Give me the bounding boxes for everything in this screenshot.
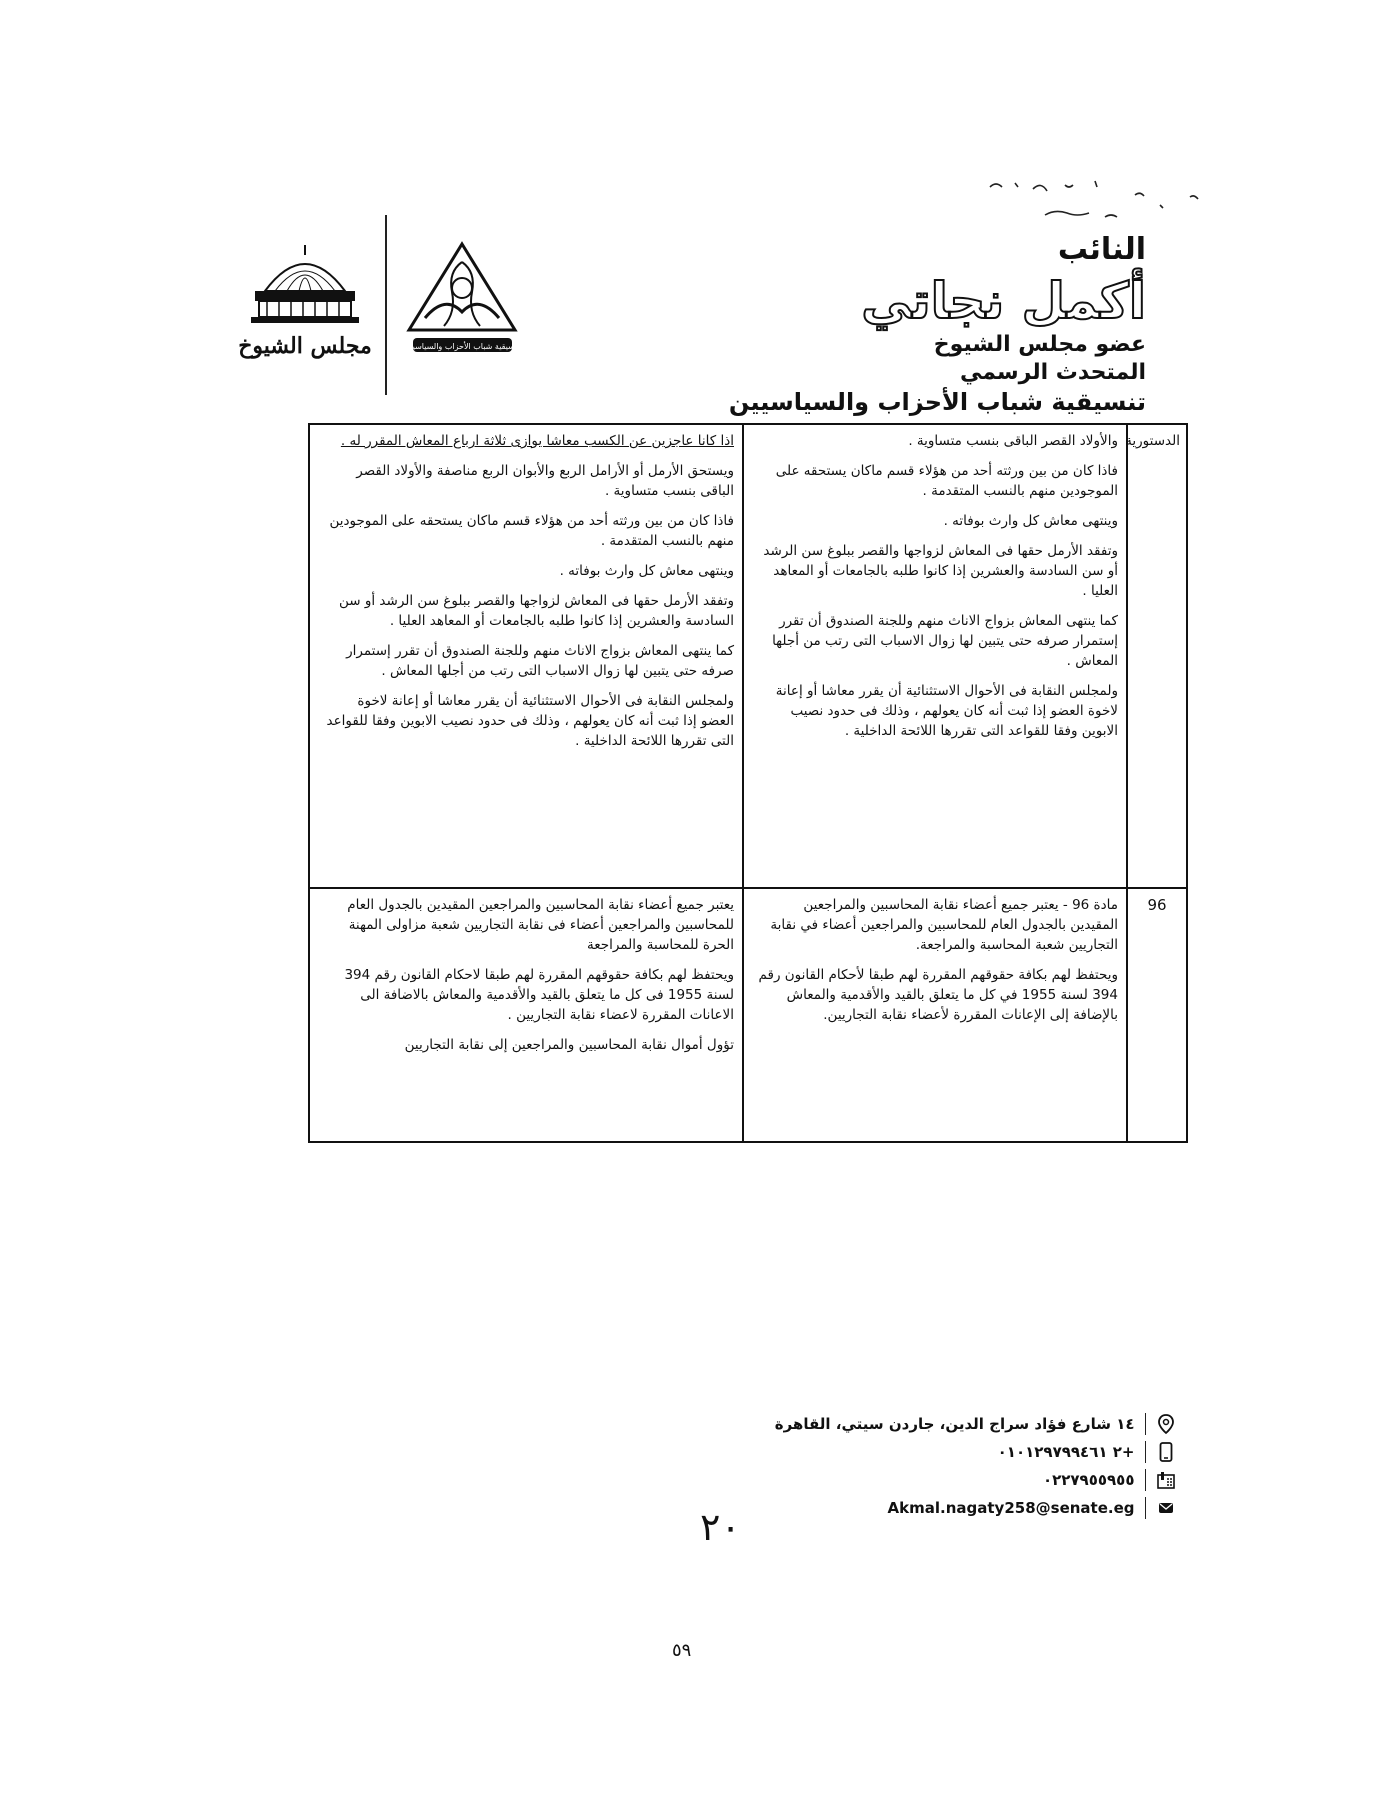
address-text: ١٤ شارع فؤاد سراج الدين، جاردن سيتي، القاهرة: [774, 1415, 1135, 1433]
contact-separator: [1145, 1413, 1147, 1435]
location-pin-icon: [1156, 1414, 1176, 1434]
contact-separator: [1145, 1469, 1147, 1491]
current-text-cell: [758, 431, 1118, 751]
proposed-text-paragraph: وينتهى معاش كل وارث بوفاته .: [559, 563, 734, 579]
table-column-divider: [1126, 425, 1128, 1141]
current-text-cell: [758, 895, 1118, 1035]
member-role-coordination: تنسيقية شباب الأحزاب والسياسيين: [728, 388, 1146, 416]
table-row-divider: [310, 887, 1186, 889]
proposed-text-underlined: اذا كانا عاجزين عن الكسب معاشا يوازى ثلاثة ارباع المعاش المقرر له .: [340, 433, 734, 449]
current-text-paragraph: فاذا كان من بين ورثته أحد من هؤلاء قسم ماكان يستحقه على الموجودين منهم بالنسب المتقدمة .: [775, 463, 1118, 499]
senate-logo-text: مجلس الشيوخ: [238, 333, 372, 359]
contact-address: [775, 1413, 1176, 1435]
member-name: أكمل نجاتي: [861, 272, 1146, 330]
current-text-paragraph: كما ينتهى المعاش بزواج الاناث منهم وللجنة الصندوق أن تقرر إستمرار صرفه حتى يتبين لها زوال الاسباب التى رتب من أجلها المعاش .: [772, 613, 1118, 669]
current-text-paragraph: والأولاد القصر الباقى بنسب متساوية .: [908, 433, 1118, 449]
office-phone-icon: [1156, 1470, 1176, 1490]
header-divider: [385, 215, 387, 395]
coordination-logo: [405, 240, 520, 360]
proposed-text-paragraph: وتفقد الأرمل حقها فى المعاش لزواجها والقصر ببلوغ سن الرشد أو سن السادسة والعشرين إذا كانوا طلبه بالجامعات أو المعاهد العليا .: [338, 593, 734, 629]
proposed-text-paragraph: ويحتفظ لهم بكافة حقوقهم المقررة لهم طبقا لاحكام القانون رقم 394 لسنة 1955 فى كل ما يتعلق بالقيد والأقدمية والمعاش بالاضافة الى الاعانات المقررة لاعضاء نقابة التجاريين .: [344, 967, 734, 1023]
current-text-paragraph: مادة 96 - يعتبر جميع أعضاء نقابة المحاسبين والمراجعين المقيدين بالجدول العام للمحاسبين والمراجعين أعضاء في نقابة التجاريين شعبة المحاسبة والمراجعة.: [770, 897, 1118, 953]
proposed-text-paragraph: ولمجلس النقابة فى الأحوال الاستثنائية أن يقرر معاشا أو إعانة لاخوة العضو إذا ثبت أنه كان يعولهم ، وذلك فى حدود نصيب الابوين وفقا للقواعد التى تقررها اللائحة الداخلية .: [326, 693, 734, 749]
member-role-senate: عضو مجلس الشيوخ: [933, 332, 1146, 357]
proposed-text-cell: [324, 431, 734, 761]
proposed-text-paragraph: فاذا كان من بين ورثته أحد من هؤلاء قسم ماكان يستحقه على الموجودين منهم بالنسب المتقدمة .: [329, 513, 734, 549]
proposed-text-cell: [324, 895, 734, 1065]
current-text-paragraph: وتفقد الأرمل حقها فى المعاش لزواجها والقصر ببلوغ سن الرشد أو سن السادسة والعشرين إذا كانوا طلبه بالجامعات أو المعاهد العليا .: [763, 543, 1118, 599]
amendment-table: [308, 423, 1188, 1143]
table-column-divider: [742, 425, 744, 1141]
email-icon: [1156, 1498, 1176, 1518]
proposed-text-paragraph: تؤول أموال نقابة المحاسبين والمراجعين إلى نقابة التجاريين: [404, 1037, 734, 1053]
current-text-paragraph: ولمجلس النقابة فى الأحوال الاستثنائية أن يقرر معاشا أو إعانة لاخوة العضو إذا ثبت أنه كان يعولهم ، وذلك فى حدود نصيب الابوين وفقا للقواعد التى تقررها اللائحة الداخلية .: [775, 683, 1118, 739]
handwritten-scribble: [985, 175, 1215, 245]
member-title: النائب: [1057, 232, 1146, 267]
page-number: ٥٩: [672, 1640, 692, 1661]
current-text-paragraph: وينتهى معاش كل وارث بوفاته .: [943, 513, 1118, 529]
member-role-spokesperson: المتحدث الرسمي: [960, 360, 1146, 385]
contact-phone: [1043, 1469, 1176, 1491]
proposed-text-paragraph: يعتبر جميع أعضاء نقابة المحاسبين والمراجعين المقيدين بالجدول العام للمحاسبين والمراجعين أعضاء فى نقابة التجاريين شعبة مزاولى المهنة الحرة للمحاسبة والمراجعة: [347, 897, 734, 953]
mobile-number: +٢ ٠١٠١٢٩٧٩٩٤٦١: [997, 1443, 1135, 1461]
article-number: الدستورية: [1125, 433, 1180, 449]
article-number: 96: [1147, 896, 1167, 914]
proposed-text-paragraph: كما ينتهى المعاش بزواج الاناث منهم وللجنة الصندوق أن تقرر إستمرار صرفه حتى يتبين لها زوال الاسباب التى رتب من أجلها المعاش .: [346, 643, 734, 679]
handwritten-mark: ٢٠: [700, 1505, 741, 1549]
contact-separator: [1145, 1497, 1147, 1519]
phone-number: ٠٢٢٧٩٥٥٩٥٥: [1042, 1471, 1135, 1489]
contact-email: [888, 1497, 1176, 1519]
contact-separator: [1145, 1441, 1147, 1463]
senate-logo: [238, 243, 372, 383]
proposed-text-paragraph: ويستحق الأرمل أو الأرامل الربع والأبوان الربع مناصفة والأولاد القصر الباقى بنسب متساوية .: [356, 463, 734, 499]
email-address[interactable]: Akmal.nagaty258@senate.eg: [887, 1499, 1135, 1517]
contact-mobile: [998, 1441, 1176, 1463]
current-text-paragraph: ويحتفظ لهم بكافة حقوقهم المقررة لهم طبقا لأحكام القانون رقم 394 لسنة 1955 في كل ما يتعلق بالقيد والأقدمية والمعاش بالإضافة إلى الإعانات المقررة لأعضاء نقابة التجاريين.: [758, 967, 1118, 1023]
coordination-logo-text: تنسيقية شباب الأحزاب والسياسيين: [404, 342, 520, 351]
mobile-phone-icon: [1156, 1442, 1176, 1462]
